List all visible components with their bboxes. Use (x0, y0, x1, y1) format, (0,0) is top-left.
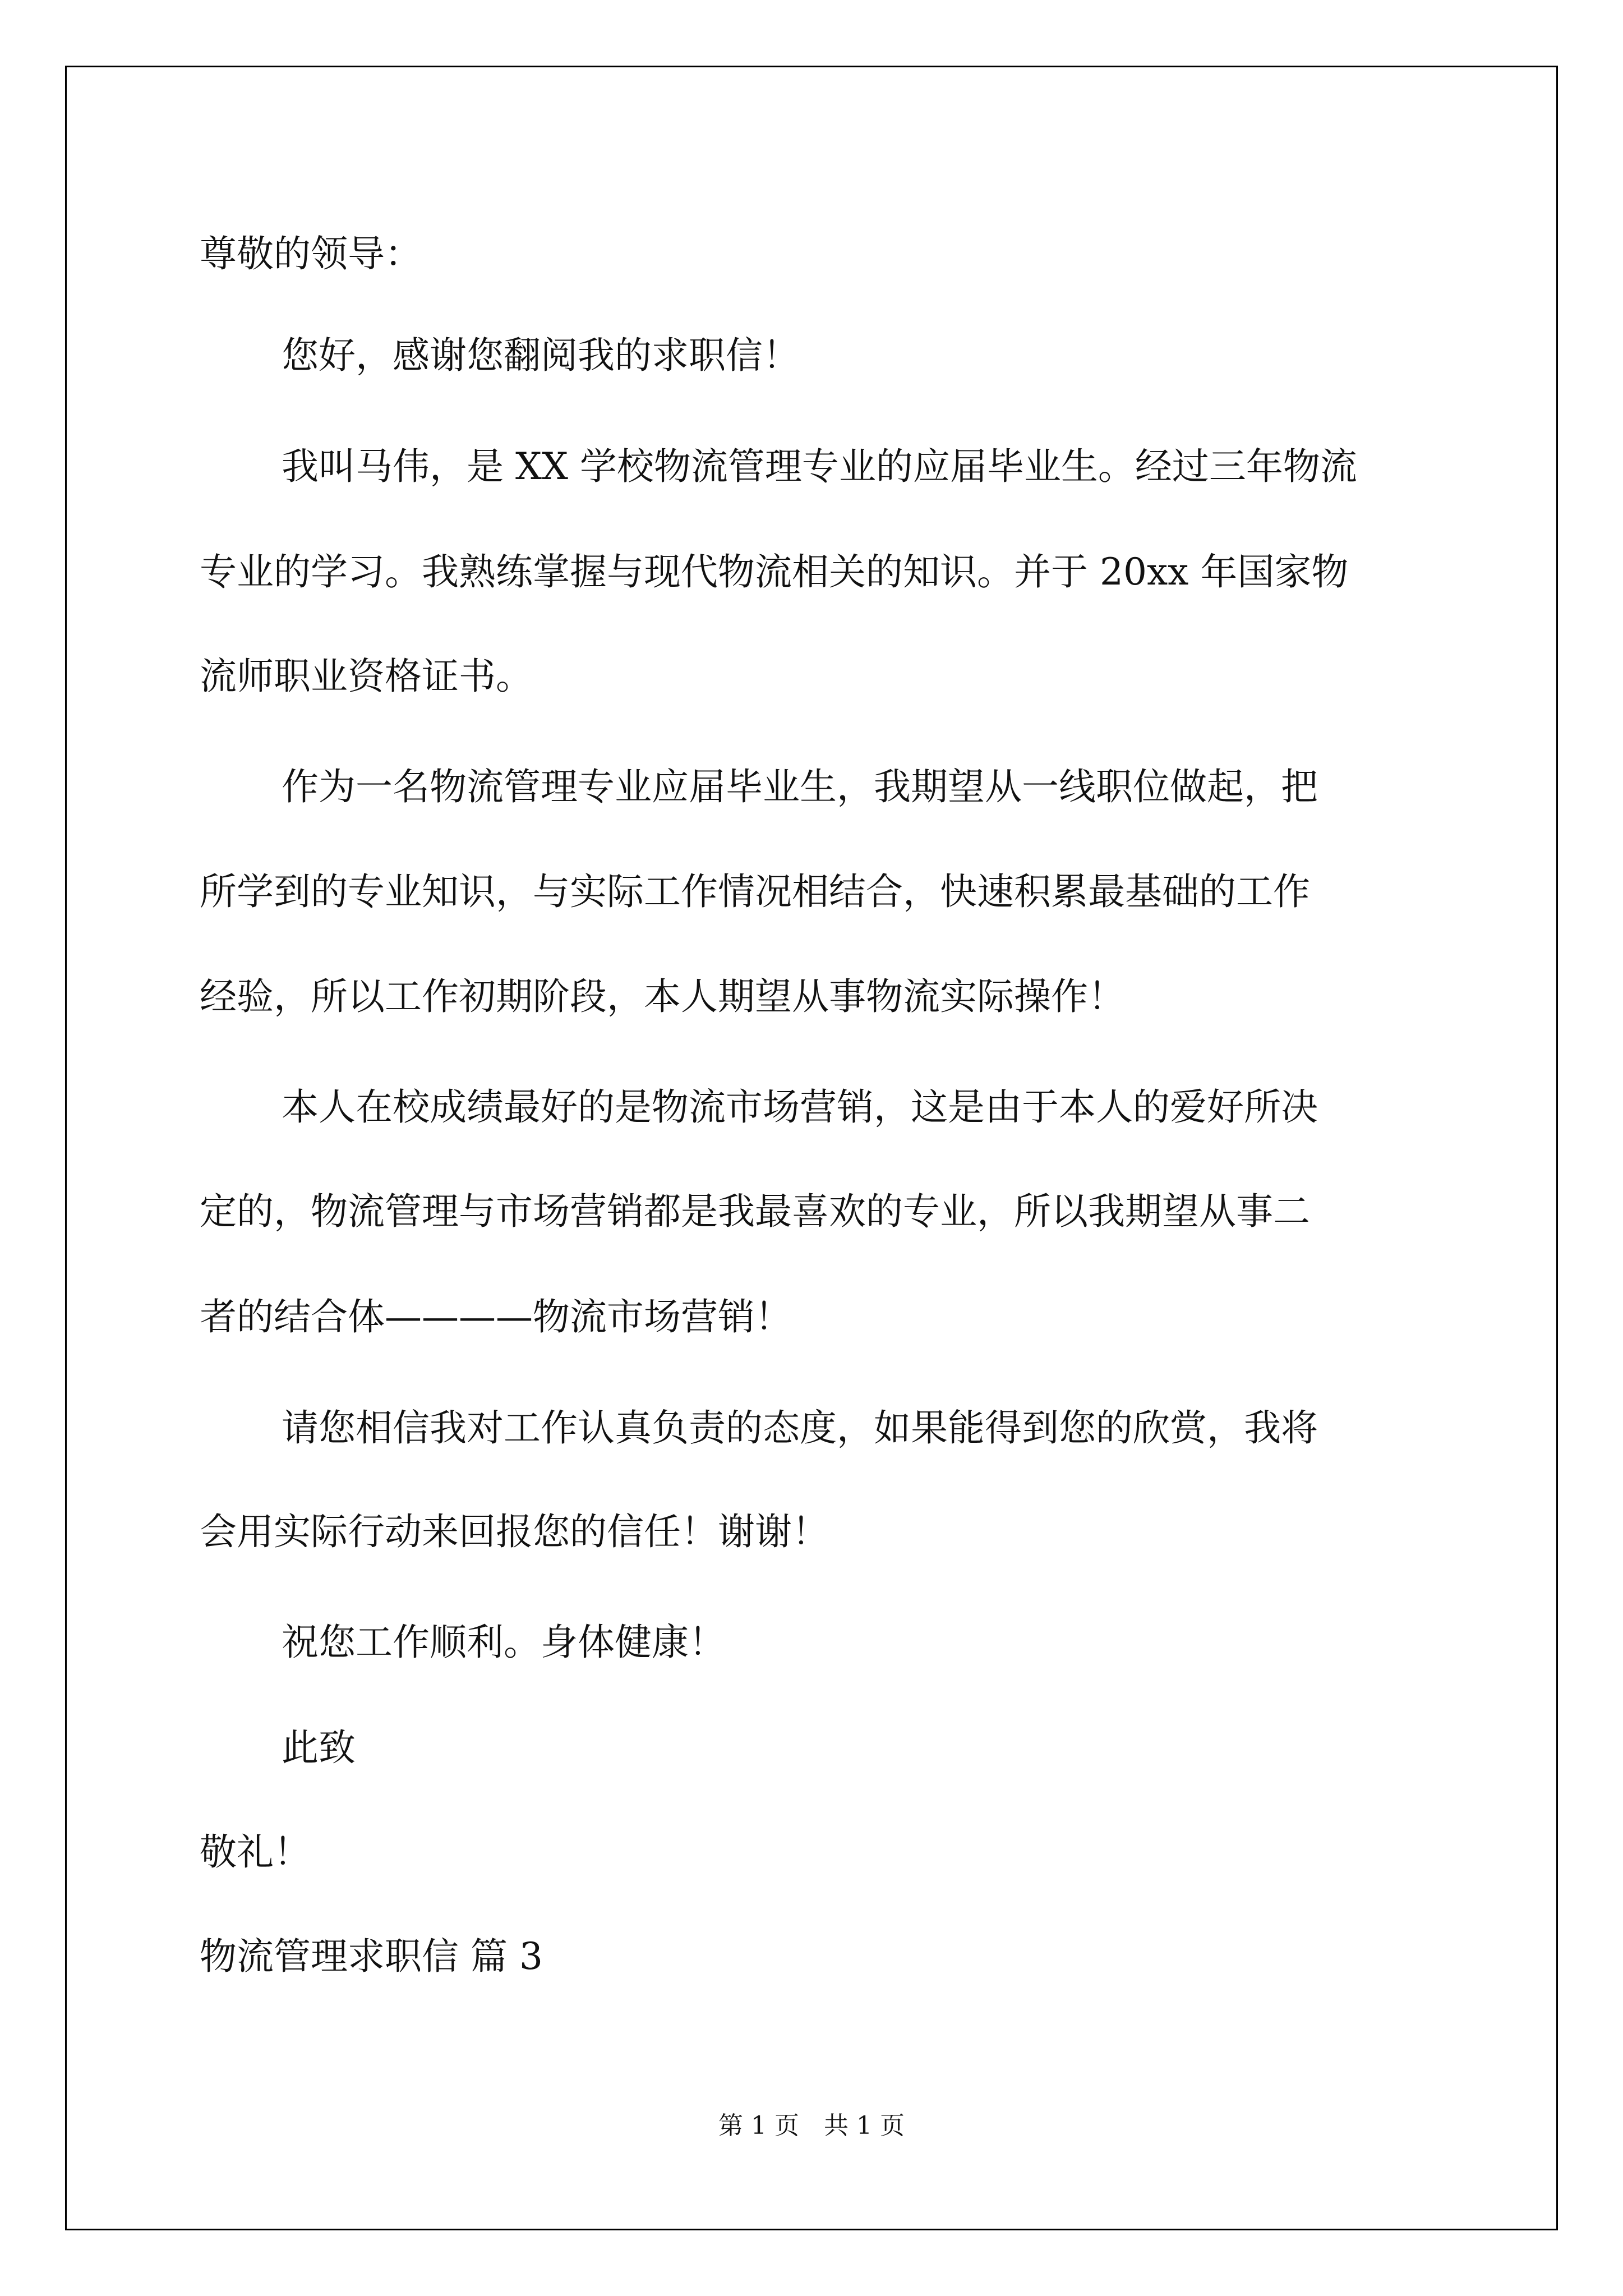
paragraph-trust-line-1: 请您相信我对工作认真负责的态度，如果能得到您的欣赏，我将 (282, 1406, 1318, 1450)
paragraph-interest-line-3: 者的结合体————物流市场营销！ (200, 1295, 792, 1338)
salutation: 尊敬的领导： (200, 232, 422, 275)
paragraph-intro-line-3: 流师职业资格证书。 (200, 655, 533, 698)
paragraph-goal-line-1: 作为一名物流管理专业应届毕业生，我期望从一线职位做起，把 (282, 765, 1318, 808)
paragraph-wishes: 祝您工作顺利。身体健康！ (282, 1621, 726, 1664)
paragraph-interest-line-1: 本人在校成绩最好的是物流市场营销，这是由于本人的爱好所决 (282, 1085, 1318, 1129)
paragraph-trust-line-2: 会用实际行动来回报您的信任！谢谢！ (200, 1510, 829, 1553)
paragraph-greeting: 您好，感谢您翻阅我的求职信！ (282, 334, 800, 377)
paragraph-goal-line-3: 经验，所以工作初期阶段，本人期望从事物流实际操作！ (200, 975, 1125, 1018)
page-border (65, 66, 1558, 2230)
regards: 敬礼！ (200, 1830, 311, 1874)
paragraph-goal-line-2: 所学到的专业知识，与实际工作情况相结合，快速积累最基础的工作 (200, 870, 1310, 913)
closing: 此致 (282, 1726, 356, 1769)
page-total: 共 1 页 (824, 2111, 905, 2140)
page-number: 第 1 页 (718, 2111, 799, 2140)
paragraph-intro-line-1: 我叫马伟，是 XX 学校物流管理专业的应届毕业生。经过三年物流 (282, 445, 1357, 488)
next-section-title: 物流管理求职信 篇 3 (200, 1935, 543, 1978)
paragraph-interest-line-2: 定的，物流管理与市场营销都是我最喜欢的专业，所以我期望从事二 (200, 1190, 1310, 1233)
paragraph-intro-line-2: 专业的学习。我熟练掌握与现代物流相关的知识。并于 20xx 年国家物 (200, 550, 1349, 593)
page-footer (0, 2110, 1623, 2142)
